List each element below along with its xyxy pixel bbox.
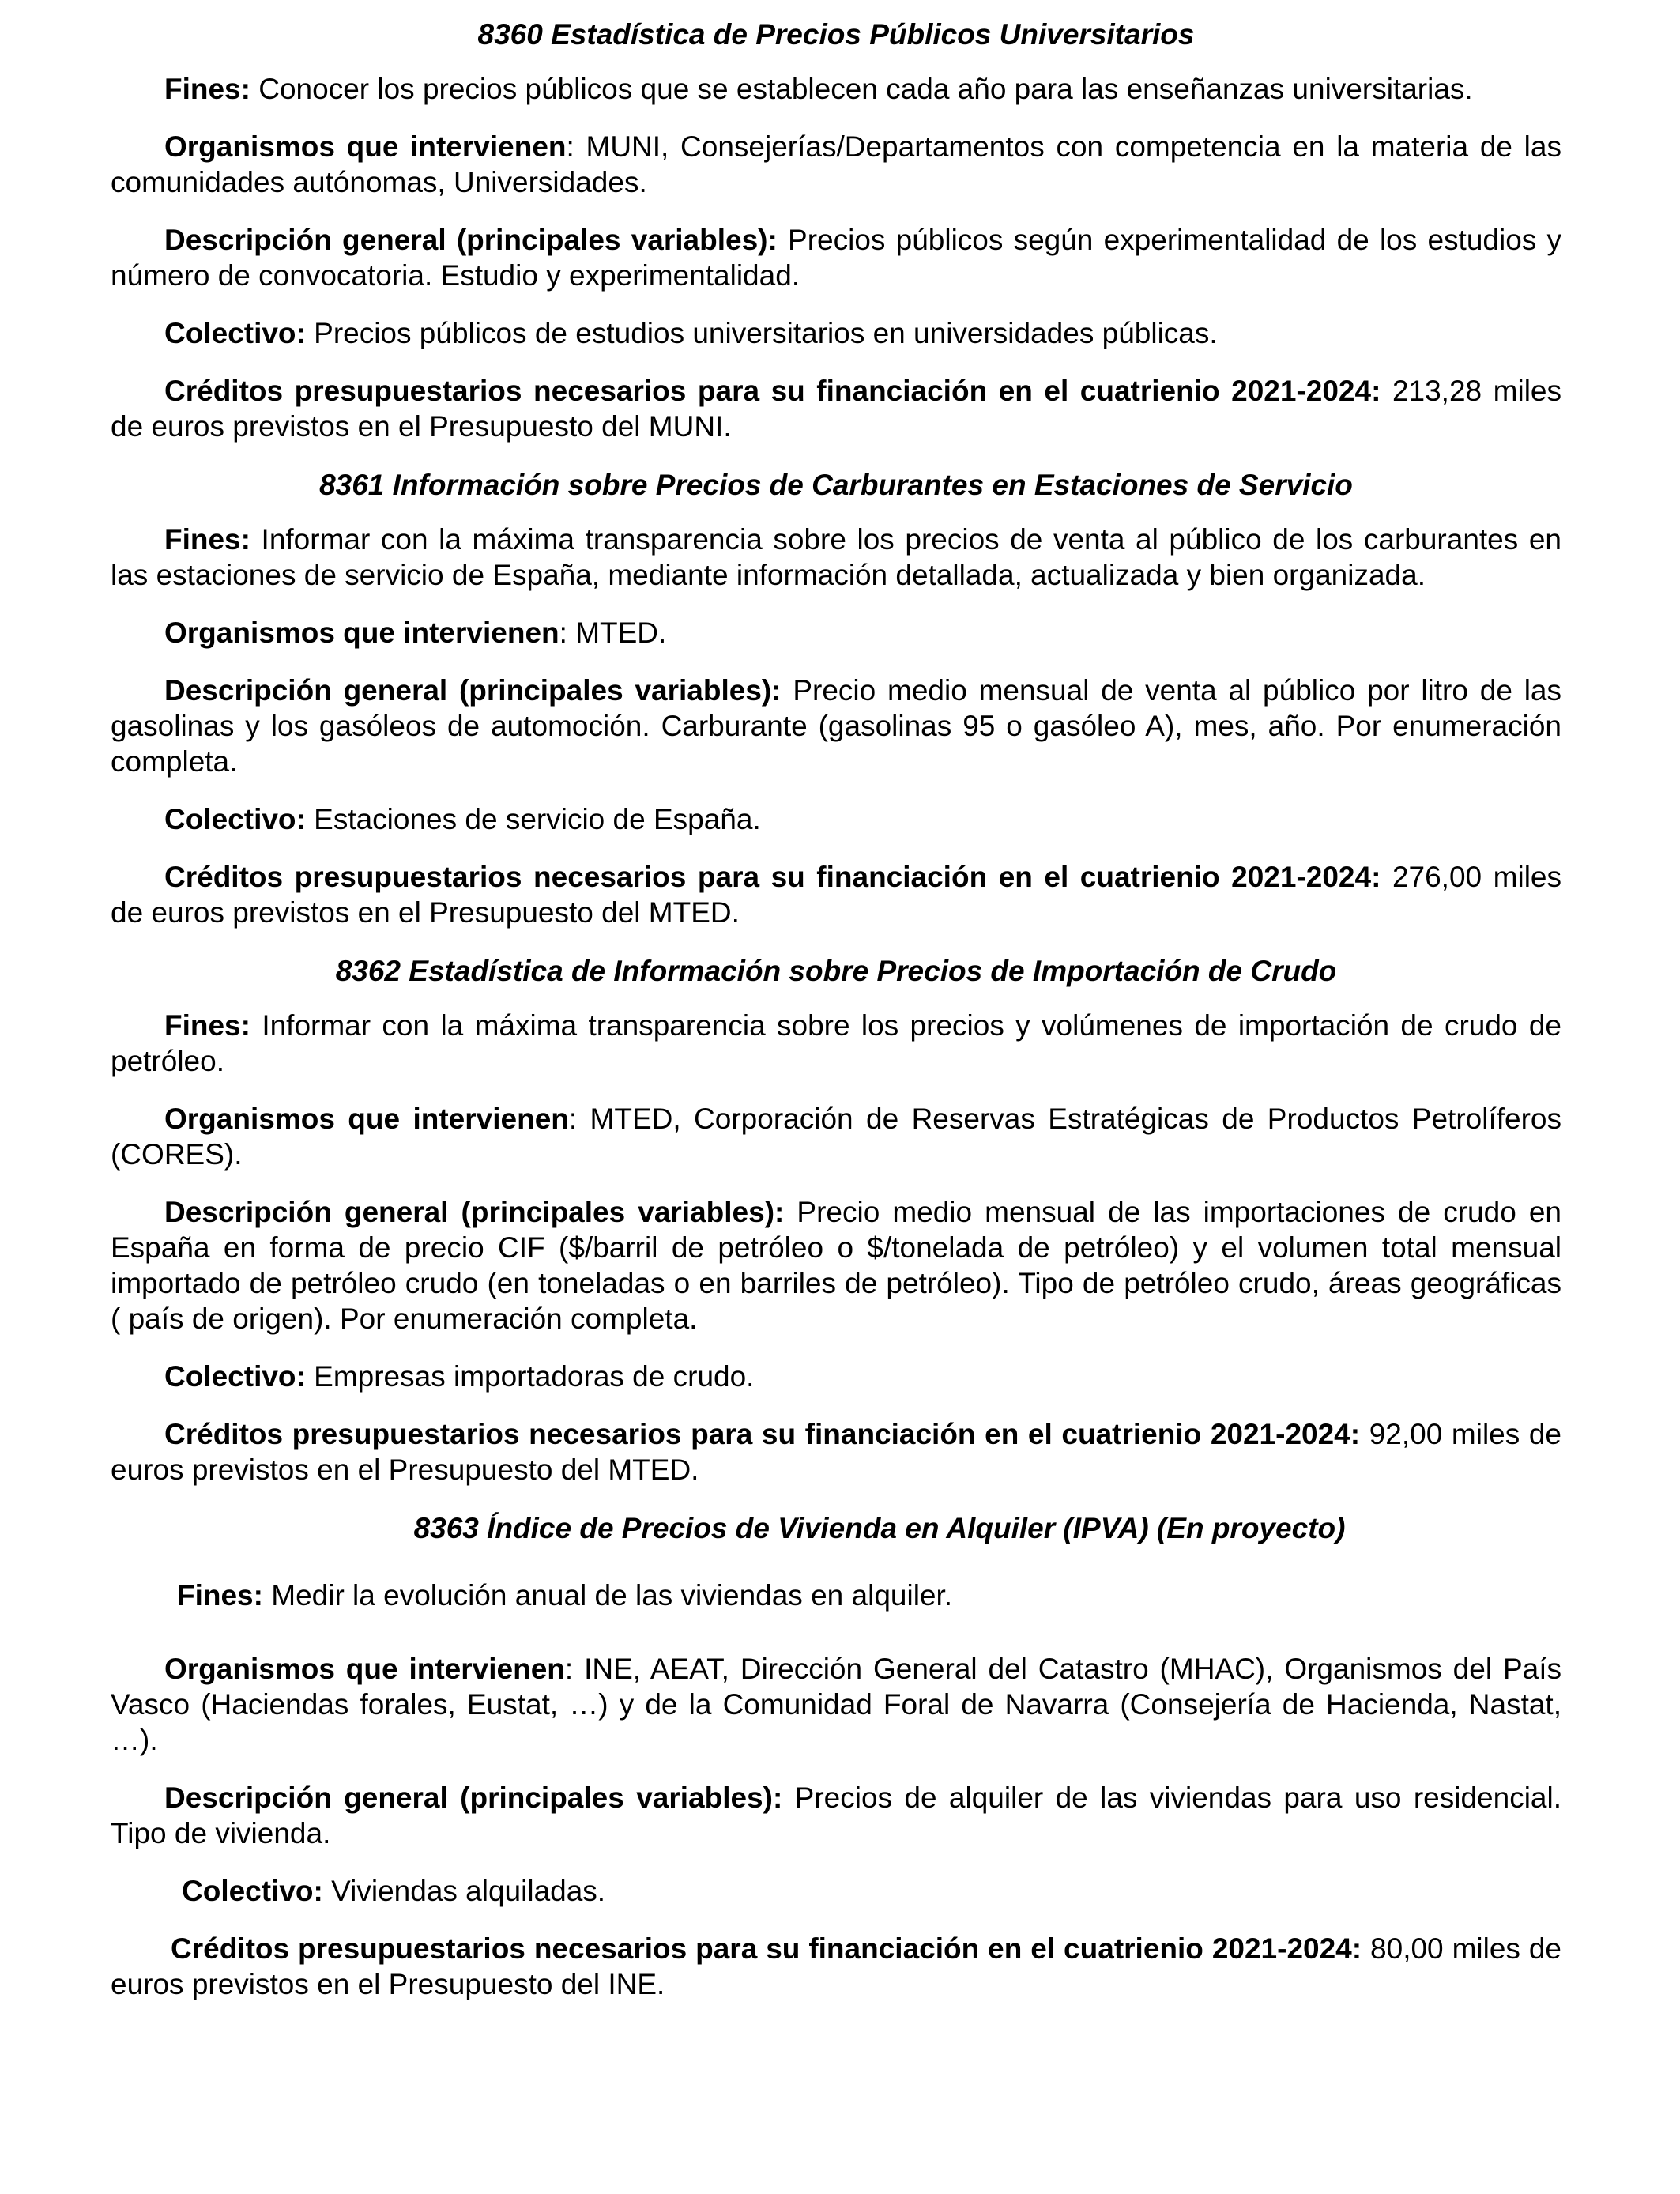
section-8360: [111, 16, 1561, 444]
descripcion-label: Descripción general (principales variables):: [164, 224, 778, 256]
fines-label: Fines:: [164, 523, 250, 556]
fines-label: Fines:: [164, 1009, 250, 1042]
fines-label: Fines:: [164, 73, 250, 105]
fines-text: Conocer los precios públicos que se establecen cada año para las enseñanzas universitarias.: [250, 73, 1473, 105]
section-8361: [111, 466, 1561, 930]
colectivo-text: Estaciones de servicio de España.: [305, 803, 761, 835]
creditos-text: 276,00 miles de euros previstos en el Presupuesto del MTED.: [111, 861, 1561, 929]
descripcion-text: Precio medio mensual de las importaciones de crudo en España en forma de precio CIF ($/barril de petróleo o $/tonelada de petróleo) y el volumen total mensual importado de petróleo crudo (en toneladas o en barriles de petróleo). Tipo de petróleo crudo, áreas geográficas ( país de origen). Por enumeración completa.: [111, 1196, 1561, 1335]
fines-text: Medir la evolución anual de las viviendas en alquiler.: [262, 1579, 953, 1612]
creditos-paragraph: [111, 1931, 1561, 2002]
creditos-label: Créditos presupuestarios necesarios para su financiación en el cuatrienio 2021-2024:: [164, 375, 1381, 407]
fines-paragraph: [111, 522, 1561, 593]
organismos-paragraph: [111, 615, 1561, 650]
colectivo-label: Colectivo:: [164, 803, 306, 835]
creditos-text: 92,00 miles de euros previstos en el Presupuesto del MTED.: [111, 1418, 1561, 1486]
organismos-label: Organismos que intervienen: [164, 1653, 565, 1685]
organismos-label: Organismos que intervienen: [164, 130, 567, 163]
section-8362: [111, 952, 1561, 1487]
fines-paragraph: [111, 71, 1561, 107]
section-title: 8360 Estadística de Precios Públicos Universitarios: [477, 18, 1195, 51]
fines-label: Fines:: [177, 1579, 263, 1612]
colectivo-text: Viviendas alquiladas.: [322, 1875, 606, 1907]
organismos-paragraph: [111, 1101, 1561, 1172]
creditos-paragraph: [111, 859, 1561, 930]
descripcion-paragraph: [111, 673, 1561, 779]
descripcion-label: Descripción general (principales variables):: [164, 1196, 785, 1228]
colectivo-text: Empresas importadoras de crudo.: [305, 1360, 755, 1393]
fines-text: Informar con la máxima transparencia sobre los precios y volúmenes de importación de crudo de petróleo.: [111, 1009, 1561, 1077]
colectivo-text: Precios públicos de estudios universitarios en universidades públicas.: [305, 317, 1218, 349]
colectivo-label: Colectivo:: [164, 317, 306, 349]
colectivo-label: Colectivo:: [182, 1875, 323, 1907]
creditos-text: 80,00 miles de euros previstos en el Presupuesto del INE.: [111, 1932, 1561, 2000]
descripcion-label: Descripción general (principales variables):: [164, 674, 782, 707]
colectivo-paragraph: [111, 1359, 1561, 1394]
organismos-text: : INE, AEAT, Dirección General del Catastro (MHAC), Organismos del País Vasco (Haciendas forales, Eustat, …) y de la Comunidad Foral de Navarra (Consejería de Hacienda, Nastat, …).: [111, 1653, 1561, 1756]
fines-text: Informar con la máxima transparencia sobre los precios de venta al público de los carburantes en las estaciones de servicio de España, mediante información detallada, actualizada y bien organizada.: [111, 523, 1561, 591]
fines-paragraph: [111, 1578, 1561, 1613]
creditos-label: Créditos presupuestarios necesarios para su financiación en el cuatrienio 2021-2024:: [171, 1932, 1362, 1965]
organismos-paragraph: [111, 129, 1561, 200]
creditos-label: Créditos presupuestarios necesarios para su financiación en el cuatrienio 2021-2024:: [164, 861, 1381, 893]
organismos-label: Organismos que intervienen: [164, 1103, 569, 1135]
colectivo-paragraph: [111, 315, 1561, 351]
section-8363: [111, 1510, 1561, 2002]
creditos-label: Créditos presupuestarios necesarios para su financiación en el cuatrienio 2021-2024:: [164, 1418, 1361, 1450]
creditos-paragraph: [111, 1416, 1561, 1487]
section-title: 8362 Estadística de Información sobre Precios de Importación de Crudo: [335, 955, 1337, 987]
fines-paragraph: [111, 1008, 1561, 1079]
organismos-text: : MTED.: [559, 616, 667, 649]
descripcion-text: Precios públicos según experimentalidad de los estudios y número de convocatoria. Estudio y experimentalidad.: [111, 224, 1561, 292]
organismos-paragraph: [111, 1651, 1561, 1758]
colectivo-paragraph: [111, 1873, 1561, 1909]
descripcion-paragraph: [111, 1194, 1561, 1336]
descripcion-paragraph: [111, 222, 1561, 293]
colectivo-paragraph: [111, 801, 1561, 837]
section-title: 8363 Índice de Precios de Vivienda en Alquiler (IPVA) (En proyecto): [413, 1512, 1346, 1544]
creditos-text: 213,28 miles de euros previstos en el Presupuesto del MUNI.: [111, 375, 1561, 443]
creditos-paragraph: [111, 373, 1561, 444]
descripcion-text: Precios de alquiler de las viviendas para uso residencial. Tipo de vivienda.: [111, 1781, 1561, 1849]
organismos-label: Organismos que intervienen: [164, 616, 559, 649]
colectivo-label: Colectivo:: [164, 1360, 306, 1393]
descripcion-paragraph: [111, 1780, 1561, 1851]
organismos-text: : MUNI, Consejerías/Departamentos con competencia en la materia de las comunidades autónomas, Universidades.: [111, 130, 1561, 198]
descripcion-text: Precio medio mensual de venta al público por litro de las gasolinas y los gasóleos de automoción. Carburante (gasolinas 95 o gasóleo A), mes, año. Por enumeración completa.: [111, 674, 1561, 778]
organismos-text: : MTED, Corporación de Reservas Estratégicas de Productos Petrolíferos (CORES).: [111, 1103, 1561, 1171]
section-title: 8361 Información sobre Precios de Carburantes en Estaciones de Servicio: [319, 469, 1353, 501]
descripcion-label: Descripción general (principales variables):: [164, 1781, 783, 1814]
